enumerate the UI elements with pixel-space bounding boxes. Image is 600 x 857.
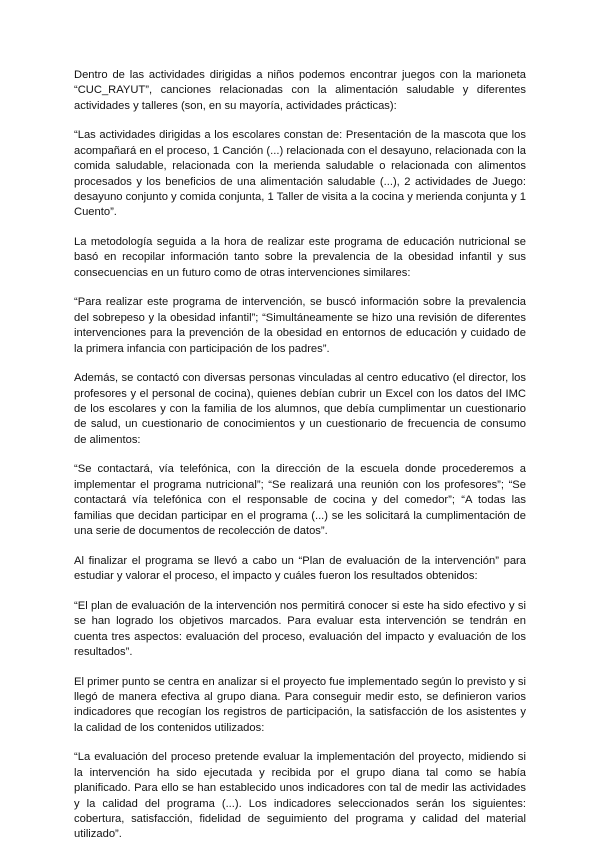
paragraph-activities-intro: Dentro de las actividades dirigidas a niños podemos encontrar juegos con la marioneta “CUC_RAYUT”, canciones relacionadas con la alimentación saludable y diferentes actividades y talleres (son, en su mayoría, actividades prácticas): (74, 69, 526, 112)
quote-process-evaluation: “La evaluación del proceso pretende evaluar la implementación del proyecto, midiendo si la intervención ha sido ejecutada y recibida por el grupo diana tal como se había planificado. Para ello se han establecido unos indicadores con tal de medir las actividades y la calidad del programa (...). Los indicadores seleccionados serán los siguientes: cobertura, satisfacción, fidelidad de seguimiento del programa y calidad del material utilizado”. (74, 751, 526, 841)
paragraph-contacts: Además, se contactó con diversas personas vinculadas al centro educativo (el director, los profesores y el personal de cocina), quienes debían cubrir un Excel con los datos del IMC de los escolares y con la familia de los alumnos, que debía cumplimentar un cuestionario de salud, un cuestionario de conocimientos y un cuestionario de frecuencia de consumo de alimentos: (74, 372, 526, 446)
paragraph-evaluation-plan: Al finalizar el programa se llevó a cabo un “Plan de evaluación de la intervención” para estudiar y valorar el proceso, el impacto y cuáles fueron los resultados obtenidos: (74, 554, 526, 583)
paragraph-methodology: La metodología seguida a la hora de realizar este programa de educación nutricional se basó en recopilar información tanto sobre la prevalencia de la obesidad infantil y sus consecuencias en un futuro como de otras intervenciones similares: (74, 236, 526, 279)
document-page (74, 68, 526, 857)
paragraph-process-evaluation: El primer punto se centra en analizar si el proyecto fue implementado según lo previsto y si llegó de manera efectiva al grupo diana. Para conseguir medir esto, se definieron varios indicadores que recogían los registros de participación, la satisfacción de los asistentes y la calidad de los contenidos utilizados: (74, 675, 526, 734)
quote-activities-list: “Las actividades dirigidas a los escolares constan de: Presentación de la mascota que los acompañará en el proceso, 1 Canción (...) relacionada con el desayuno, relacionada con la comida saludable, relacionada con la merienda saludable o relacionada con alimentos procesados y los beneficios de una alimentación saludable (...), 2 actividades de Juego: desayuno conjunto y comida conjunta, 1 Taller de visita a la cocina y merienda conjunta y 1 Cuento”. (74, 129, 526, 219)
quote-evaluation-plan: “El plan de evaluación de la intervención nos permitirá conocer si este ha sido efectivo y si se han logrado los objetivos marcados. Para evaluar esta intervención se tendrán en cuenta tres aspectos: evaluación del proceso, evaluación del impacto y evaluación de los resultados”. (74, 599, 526, 658)
quote-contacts: “Se contactará, vía telefónica, con la dirección de la escuela donde procederemos a implementar el programa nutricional”; “Se realizará una reunión con los profesores”; “Se contactará vía telefónica con el responsable de cocina y del comedor”; “A todas las familias que decidan participar en el programa (...) se les solicitará la cumplimentación de una serie de documentos de recolección de datos”. (74, 463, 526, 538)
quote-methodology: “Para realizar este programa de intervención, se buscó información sobre la prevalencia del sobrepeso y la obesidad infantil”; “Simultáneamente se hizo una revisión de diferentes intervenciones para la prevención de la obesidad en entornos de educación y cuidado de la primera infancia con participación de los padres”. (74, 296, 526, 355)
